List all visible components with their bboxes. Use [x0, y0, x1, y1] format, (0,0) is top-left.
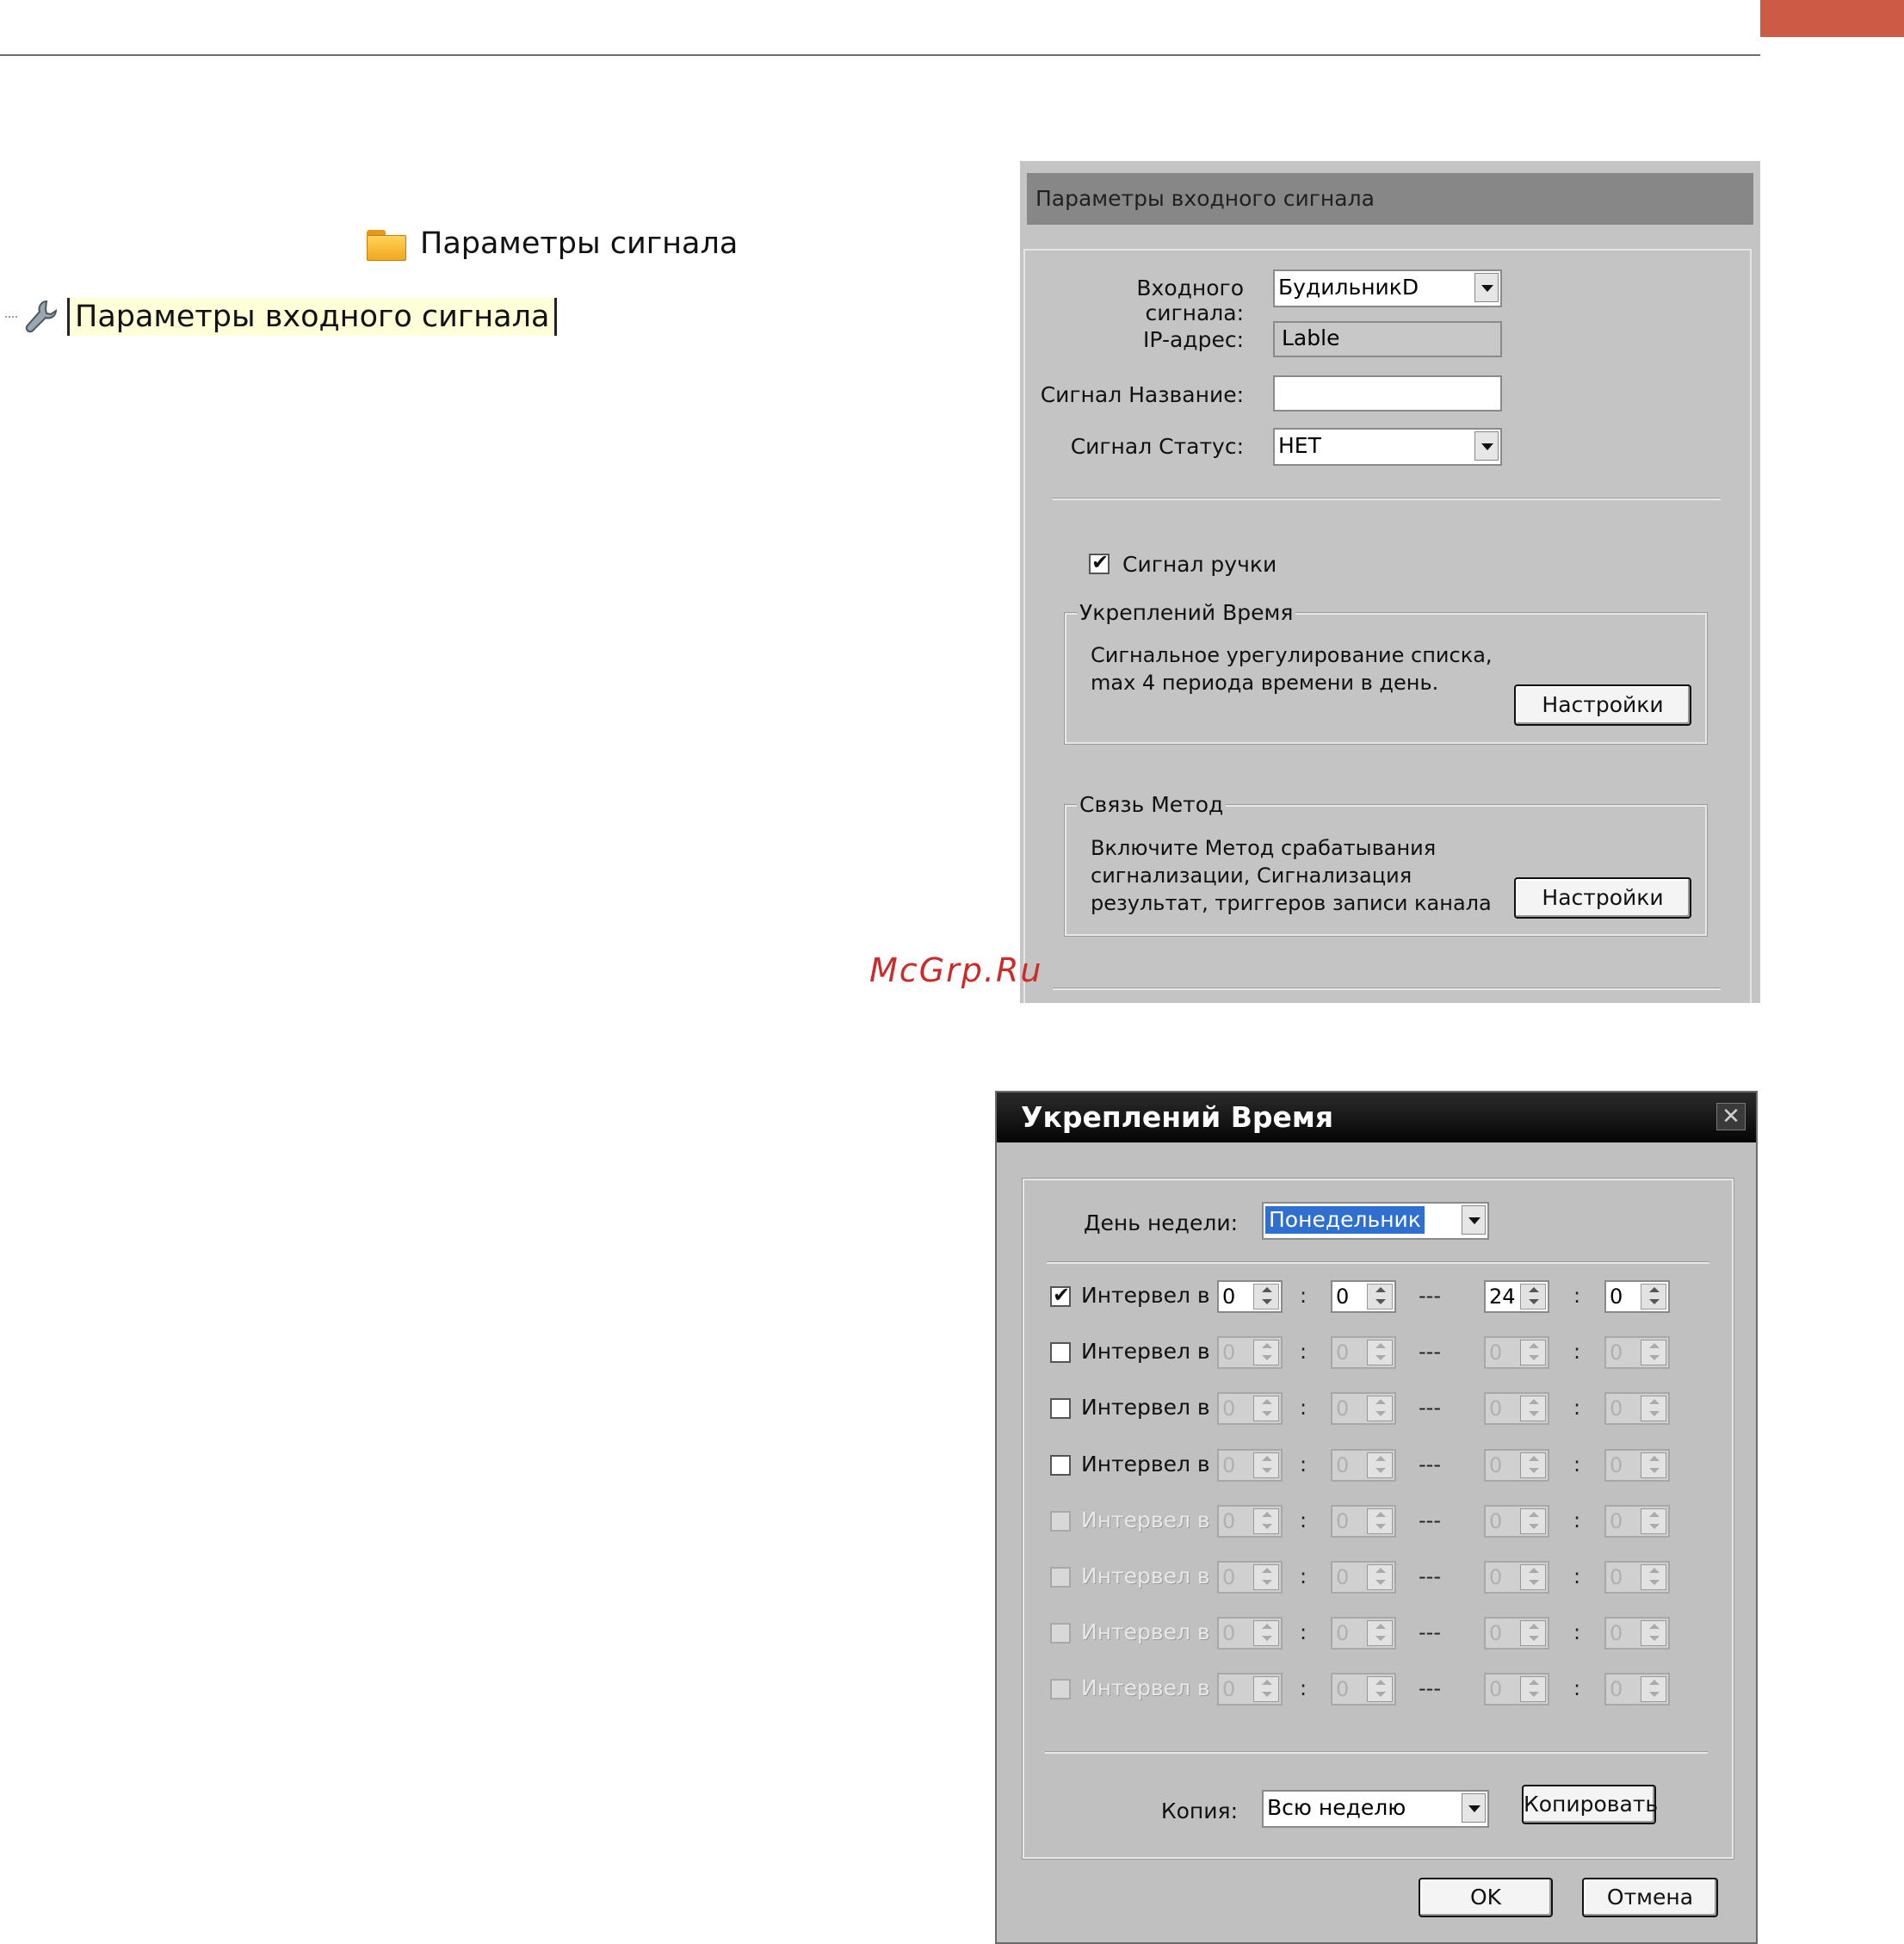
spinner-value: 24 — [1489, 1285, 1516, 1309]
spinner-value: 0 — [1489, 1453, 1503, 1477]
interval-h1-spinner — [1217, 1561, 1283, 1594]
colon-separator: : — [1300, 1564, 1307, 1588]
cancel-button[interactable]: Отмена — [1582, 1878, 1718, 1917]
spinner-value: 0 — [1222, 1285, 1236, 1309]
colon-separator: : — [1573, 1452, 1581, 1477]
input-signal-select[interactable] — [1273, 269, 1502, 307]
link-settings-button[interactable]: Настройки — [1514, 877, 1691, 919]
schedule-settings-button[interactable]: Настройки — [1514, 684, 1691, 726]
interval-h2-spinner — [1484, 1561, 1549, 1594]
link-desc-line2: сигнализации, Сигнализация — [1091, 864, 1413, 888]
spinner-arrows-icon — [1253, 1340, 1279, 1365]
handle-signal-label: Сигнал ручки — [1122, 552, 1277, 577]
spinner-arrows-icon — [1253, 1676, 1279, 1702]
weekday-label: День недели: — [1084, 1210, 1238, 1235]
spinner-value: 0 — [1222, 1340, 1236, 1365]
close-icon[interactable]: ✕ — [1722, 1104, 1740, 1130]
spinner-value: 0 — [1336, 1285, 1350, 1309]
spinner-arrows-icon — [1520, 1676, 1546, 1702]
schedule-desc-line2: max 4 периода времени в день. — [1091, 671, 1439, 695]
spinner-arrows-icon — [1367, 1564, 1393, 1590]
interval-h2-spinner — [1484, 1392, 1549, 1425]
spinner-arrows-icon — [1641, 1564, 1666, 1590]
copy-label: Копия: — [1160, 1799, 1238, 1823]
colon-separator: : — [1300, 1620, 1307, 1644]
spinner-arrows-icon — [1520, 1508, 1546, 1534]
interval-label: Интервел в — [1081, 1395, 1210, 1420]
tree-item-input-params[interactable] — [5, 294, 557, 339]
signal-name-label: Сигнал Название: — [1040, 382, 1244, 407]
interval-h2-spinner[interactable] — [1484, 1280, 1549, 1313]
interval-h2-spinner — [1484, 1449, 1549, 1482]
tree-item-label: Параметры входного сигнала — [67, 298, 557, 336]
spinner-value: 0 — [1610, 1453, 1623, 1477]
input-signal-value: БудильникD — [1278, 275, 1419, 300]
spinner-arrows-icon — [1367, 1620, 1393, 1646]
spinner-arrows-icon — [1520, 1620, 1546, 1646]
spinner-value: 0 — [1222, 1677, 1236, 1701]
interval-checkbox[interactable] — [1050, 1342, 1071, 1363]
interval-checkbox — [1050, 1679, 1071, 1699]
spinner-arrows-icon — [1520, 1340, 1546, 1365]
interval-m2-spinner — [1604, 1617, 1670, 1650]
chevron-down-icon[interactable] — [1474, 431, 1499, 461]
range-dash: --- — [1419, 1620, 1441, 1644]
divider — [1047, 1261, 1709, 1264]
spinner-arrows-icon — [1641, 1340, 1666, 1365]
interval-h1-spinner — [1217, 1336, 1283, 1369]
spinner-arrows-icon — [1253, 1564, 1279, 1590]
spinner-arrows-icon — [1367, 1340, 1393, 1365]
interval-checkbox[interactable] — [1050, 1455, 1071, 1476]
interval-checkbox — [1050, 1511, 1071, 1532]
colon-separator: : — [1573, 1564, 1581, 1588]
interval-h1-spinner — [1217, 1617, 1283, 1650]
interval-label: Интервел в — [1081, 1339, 1210, 1364]
interval-m2-spinner — [1604, 1673, 1670, 1706]
interval-m2-spinner — [1604, 1449, 1670, 1482]
copy-value: Всю неделю — [1267, 1795, 1406, 1820]
spinner-arrows-icon — [1520, 1564, 1546, 1590]
spinner-value: 0 — [1489, 1565, 1503, 1589]
copy-button[interactable]: Копировать — [1522, 1785, 1656, 1824]
interval-checkbox — [1050, 1623, 1071, 1644]
spinner-arrows-icon — [1520, 1452, 1546, 1478]
header-rule — [0, 54, 1760, 56]
spinner-value: 0 — [1222, 1396, 1236, 1421]
spinner-value: 0 — [1222, 1621, 1236, 1645]
colon-separator: : — [1573, 1620, 1581, 1644]
interval-checkbox[interactable] — [1050, 1286, 1071, 1307]
spinner-value: 0 — [1336, 1509, 1350, 1533]
spinner-arrows-icon — [1367, 1508, 1393, 1534]
spinner-value: 0 — [1489, 1396, 1503, 1421]
range-dash: --- — [1419, 1508, 1441, 1532]
range-dash: --- — [1419, 1340, 1441, 1364]
close-button[interactable] — [1716, 1103, 1746, 1130]
divider — [1053, 987, 1721, 990]
spinner-value: 0 — [1336, 1453, 1350, 1477]
input-params-panel — [1020, 161, 1760, 1003]
interval-m1-spinner — [1331, 1336, 1396, 1369]
tree-folder-node[interactable] — [367, 222, 738, 265]
spinner-arrows-icon — [1367, 1676, 1393, 1702]
interval-label: Интервел в — [1081, 1283, 1210, 1308]
interval-h2-spinner — [1484, 1673, 1549, 1706]
interval-h1-spinner — [1217, 1673, 1283, 1706]
spinner-arrows-icon — [1641, 1396, 1666, 1421]
interval-label: Интервел в — [1081, 1675, 1210, 1700]
interval-h1-spinner — [1217, 1392, 1283, 1425]
interval-label: Интервел в — [1081, 1563, 1210, 1588]
spinner-arrows-icon — [1253, 1508, 1279, 1534]
interval-m2-spinner — [1604, 1505, 1670, 1538]
chevron-down-icon[interactable] — [1462, 1793, 1486, 1823]
spinner-value: 0 — [1336, 1565, 1350, 1589]
colon-separator: : — [1573, 1396, 1581, 1420]
interval-m2-spinner[interactable] — [1604, 1280, 1670, 1313]
spinner-value: 0 — [1610, 1565, 1623, 1589]
interval-m1-spinner — [1331, 1505, 1396, 1538]
folder-icon — [367, 228, 405, 259]
corner-tab — [1760, 0, 1904, 37]
spinner-value: 0 — [1610, 1509, 1623, 1533]
wrench-icon — [22, 298, 59, 336]
interval-m2-spinner — [1604, 1561, 1670, 1594]
spinner-arrows-icon[interactable] — [1641, 1284, 1666, 1309]
signal-status-value: НЕТ — [1278, 433, 1321, 458]
interval-m2-spinner — [1604, 1336, 1670, 1369]
signal-status-label: Сигнал Статус: — [1070, 434, 1244, 459]
interval-h1-spinner — [1217, 1449, 1283, 1482]
spinner-value: 0 — [1610, 1340, 1623, 1365]
weekday-value: Понедельник — [1265, 1206, 1425, 1234]
spinner-arrows-icon — [1367, 1452, 1393, 1478]
spinner-arrows-icon — [1367, 1396, 1393, 1421]
interval-m2-spinner — [1604, 1392, 1670, 1425]
range-dash: --- — [1419, 1452, 1441, 1477]
ip-field: Lable — [1273, 321, 1502, 357]
interval-m1-spinner — [1331, 1392, 1396, 1425]
range-dash: --- — [1419, 1564, 1441, 1588]
interval-h1-spinner[interactable] — [1217, 1280, 1283, 1313]
copy-select[interactable] — [1262, 1790, 1489, 1828]
interval-m1-spinner[interactable] — [1331, 1280, 1396, 1313]
spinner-value: 0 — [1336, 1396, 1350, 1421]
interval-checkbox[interactable] — [1050, 1398, 1071, 1419]
signal-status-select[interactable] — [1273, 428, 1502, 466]
spinner-arrows-icon — [1641, 1508, 1666, 1534]
colon-separator: : — [1573, 1508, 1581, 1532]
signal-name-input[interactable] — [1273, 375, 1502, 412]
spinner-value: 0 — [1222, 1565, 1236, 1589]
colon-separator: : — [1573, 1676, 1581, 1700]
spinner-value: 0 — [1610, 1621, 1623, 1645]
colon-separator: : — [1300, 1284, 1307, 1308]
chevron-down-icon[interactable] — [1474, 273, 1499, 302]
spinner-value: 0 — [1336, 1340, 1350, 1365]
interval-m1-spinner — [1331, 1617, 1396, 1650]
spinner-arrows-icon — [1641, 1452, 1666, 1478]
range-dash: --- — [1419, 1284, 1441, 1308]
interval-label: Интервел в — [1081, 1452, 1210, 1477]
interval-label: Интервел в — [1081, 1508, 1210, 1532]
interval-h2-spinner — [1484, 1617, 1549, 1650]
colon-separator: : — [1300, 1396, 1307, 1420]
spinner-value: 0 — [1336, 1677, 1350, 1701]
spinner-arrows-icon[interactable] — [1520, 1284, 1546, 1309]
interval-m1-spinner — [1331, 1449, 1396, 1482]
spinner-value: 0 — [1222, 1453, 1236, 1477]
colon-separator: : — [1573, 1340, 1581, 1364]
tree-connector — [5, 316, 17, 318]
dialog-title: Укреплений Время — [997, 1093, 1756, 1142]
spinner-value: 0 — [1336, 1621, 1350, 1645]
ip-label: IP-адрес: — [1143, 327, 1244, 352]
spinner-arrows-icon — [1253, 1452, 1279, 1478]
handle-signal-checkbox[interactable] — [1089, 554, 1110, 574]
colon-separator: : — [1300, 1508, 1307, 1532]
divider — [1045, 1751, 1708, 1754]
time-dialog — [995, 1091, 1758, 1944]
interval-checkbox — [1050, 1567, 1071, 1588]
link-desc-line3: результат, триггеров записи канала — [1091, 891, 1492, 915]
weekday-select[interactable] — [1262, 1202, 1489, 1240]
spinner-arrows-icon — [1641, 1620, 1666, 1646]
colon-separator: : — [1573, 1284, 1581, 1308]
spinner-value: 0 — [1489, 1677, 1503, 1701]
spinner-value: 0 — [1610, 1677, 1623, 1701]
link-group-title: Связь Метод — [1077, 792, 1226, 817]
interval-label: Интервел в — [1081, 1619, 1210, 1644]
tree-folder-label: Параметры сигнала — [420, 226, 739, 261]
spinner-arrows-icon — [1641, 1676, 1666, 1702]
spinner-arrows-icon[interactable] — [1253, 1284, 1279, 1309]
spinner-value: 0 — [1489, 1621, 1503, 1645]
colon-separator: : — [1300, 1452, 1307, 1477]
interval-m1-spinner — [1331, 1673, 1396, 1706]
colon-separator: : — [1300, 1340, 1307, 1364]
schedule-desc-line1: Сигнальное урегулирование списка, — [1091, 643, 1493, 667]
link-desc-line1: Включите Метод срабатывания — [1091, 836, 1437, 860]
spinner-arrows-icon[interactable] — [1367, 1284, 1393, 1309]
spinner-value: 0 — [1610, 1285, 1623, 1309]
range-dash: --- — [1419, 1676, 1441, 1700]
colon-separator: : — [1300, 1676, 1307, 1700]
input-signal-label: Входного сигнала: — [1136, 276, 1244, 325]
schedule-group-title: Укреплений Время — [1077, 600, 1295, 625]
spinner-arrows-icon — [1253, 1396, 1279, 1421]
divider — [1053, 498, 1721, 500]
watermark: McGrp.Ru — [869, 951, 1043, 989]
interval-h2-spinner — [1484, 1336, 1549, 1369]
interval-m1-spinner — [1331, 1561, 1396, 1594]
spinner-value: 0 — [1610, 1396, 1623, 1421]
interval-h2-spinner — [1484, 1505, 1549, 1538]
spinner-value: 0 — [1489, 1340, 1503, 1365]
spinner-arrows-icon — [1253, 1620, 1279, 1646]
range-dash: --- — [1419, 1396, 1441, 1420]
panel-title: Параметры входного сигнала — [1027, 173, 1753, 225]
spinner-value: 0 — [1489, 1509, 1503, 1533]
interval-h1-spinner — [1217, 1505, 1283, 1538]
ok-button[interactable]: OK — [1419, 1878, 1553, 1917]
spinner-arrows-icon — [1520, 1396, 1546, 1421]
chevron-down-icon[interactable] — [1462, 1205, 1486, 1235]
spinner-value: 0 — [1222, 1509, 1236, 1533]
